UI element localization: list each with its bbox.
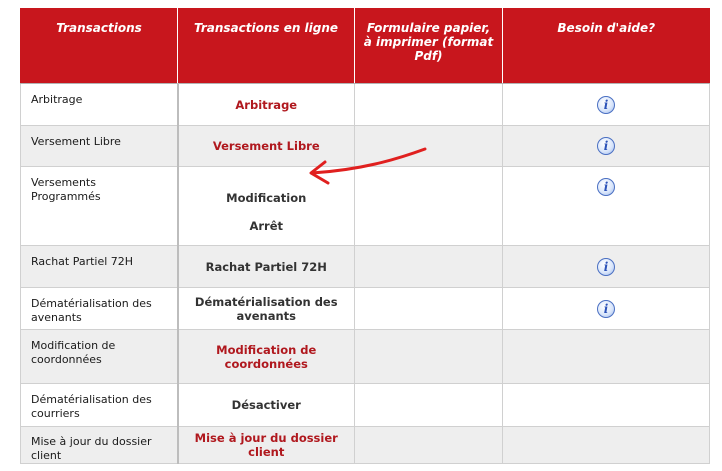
pdf-cell <box>355 126 503 167</box>
versement-libre-link[interactable]: Versement Libre <box>178 126 355 167</box>
row-label: Dématérialisation des avenants <box>21 288 178 330</box>
info-icon[interactable]: i <box>597 300 615 318</box>
help-cell <box>503 126 710 167</box>
desactiver-link[interactable]: Désactiver <box>178 384 355 427</box>
table-row <box>21 330 710 384</box>
pdf-cell <box>355 288 503 330</box>
pdf-cell <box>355 384 503 427</box>
pdf-cell <box>355 167 503 208</box>
table-row <box>21 427 710 464</box>
help-cell <box>503 384 710 427</box>
table-row <box>21 384 710 427</box>
help-cell <box>503 246 710 288</box>
help-cell <box>503 330 710 384</box>
row-label: Modification de coordonnées <box>21 330 178 384</box>
table-row <box>21 84 710 126</box>
help-cell <box>503 167 710 208</box>
header-transactions: Transactions <box>21 8 178 84</box>
modification-link[interactable]: Modification <box>178 167 355 208</box>
help-cell <box>503 208 710 246</box>
info-icon[interactable]: i <box>597 96 615 114</box>
table-row <box>21 246 710 288</box>
info-icon[interactable]: i <box>597 178 615 196</box>
dematerialisation-avenants-link[interactable]: Dématérialisation des avenants <box>178 288 355 330</box>
table-row <box>21 126 710 167</box>
mise-a-jour-dossier-link[interactable]: Mise à jour du dossier client <box>178 427 355 464</box>
table-row <box>21 208 710 246</box>
help-cell <box>503 84 710 126</box>
header-formulaire-line2: à imprimer (format <box>363 35 494 49</box>
header-transactions-en-ligne: Transactions en ligne <box>178 8 355 84</box>
header-formulaire-line1: Formulaire papier, <box>366 21 491 35</box>
transactions-table <box>20 8 710 464</box>
pdf-cell <box>355 427 503 464</box>
pdf-cell <box>355 208 503 246</box>
info-icon[interactable]: i <box>597 258 615 276</box>
help-cell <box>503 427 710 464</box>
row-label: Versements Programmés <box>21 167 178 208</box>
row-label: Dématérialisation des courriers <box>21 384 178 427</box>
table-row <box>21 167 710 208</box>
arbitrage-link[interactable]: Arbitrage <box>178 84 355 126</box>
rachat-partiel-link[interactable]: Rachat Partiel 72H <box>178 246 355 288</box>
pdf-cell <box>355 84 503 126</box>
header-formulaire-line3: Pdf) <box>414 49 443 63</box>
row-label <box>21 208 178 246</box>
modification-coordonnees-link[interactable]: Modification de coordonnées <box>178 330 355 384</box>
header-besoin-aide: Besoin d'aide? <box>503 8 710 84</box>
table-header-row <box>21 8 710 84</box>
pdf-cell <box>355 246 503 288</box>
table-row <box>21 288 710 330</box>
row-label: Arbitrage <box>21 84 178 126</box>
pdf-cell <box>355 330 503 384</box>
row-label: Mise à jour du dossier client <box>21 427 178 464</box>
help-cell <box>503 288 710 330</box>
row-label: Rachat Partiel 72H <box>21 246 178 288</box>
info-icon[interactable]: i <box>597 137 615 155</box>
header-formulaire-papier <box>355 8 503 84</box>
arret-link[interactable]: Arrêt <box>178 208 355 246</box>
row-label: Versement Libre <box>21 126 178 167</box>
